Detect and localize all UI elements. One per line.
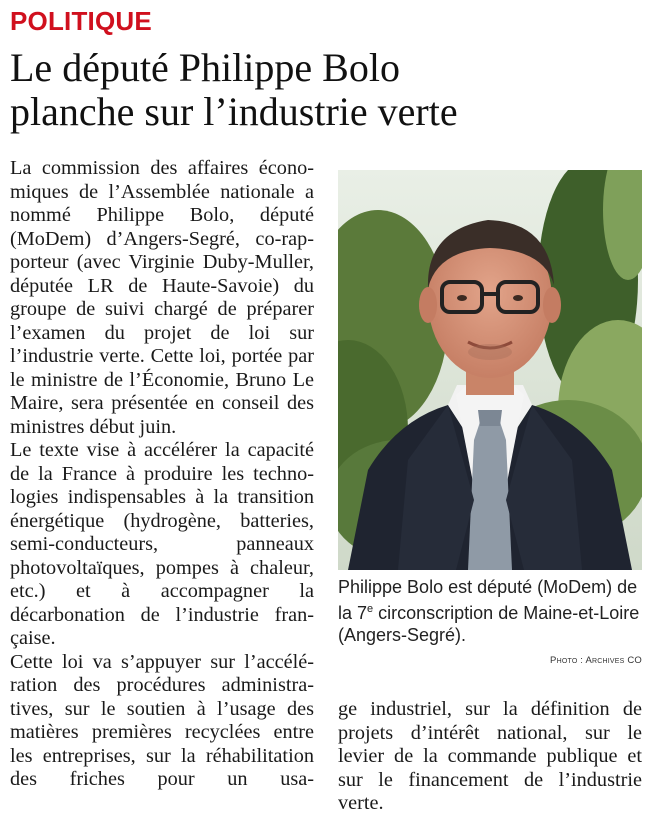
article-column-2 <box>338 698 642 816</box>
photo-credit: Photo : Archives CO <box>550 655 642 666</box>
section-rubric: POLITIQUE <box>10 6 152 36</box>
paragraph-3: Cette loi va s’appuyer sur l’accélération des procédures administratives, sur le soutien à l’usage des matières premières recyclées entre les entreprises, sur la réhabilitation des friches pour un usa- <box>10 650 314 790</box>
article-photo <box>338 170 642 570</box>
paragraph-1: La commission des affaires économiques de l’Assemblée nationale a nommé Philippe Bolo, député (MoDem) d’Angers-Segré, co-rapporteur (avec Virginie Duby-Muller, députée LR de Haute-Savoie) du groupe de suivi chargé de préparer l’examen du projet de loi sur l’industrie verte. Cette loi, portée par le ministre de l’Économie, Bruno Le Maire, sera présentée en conseil des ministres début juin. <box>10 157 314 438</box>
paragraph-3-continued: ge industriel, sur la définition de projets d’intérêt national, sur le levier de la commande publique et sur le financement de l’industrie verte. <box>338 698 642 814</box>
paragraph-2: Le texte vise à accélérer la capacité de la France à produire les technologies indispensables à la transition énergétique (hydrogène, batteries, semi-conducteurs, panneaux photovoltaïques, pompes à chaleur, etc.) et à accompagner la décarbonation de l’industrie française. <box>10 439 314 649</box>
headline <box>10 46 650 134</box>
article-column-1 <box>10 157 314 792</box>
headline-line-2: planche sur l’industrie verte <box>10 89 458 134</box>
portrait-photo-icon <box>338 170 642 570</box>
headline-line-1: Le député Philippe Bolo <box>10 45 400 90</box>
photo-caption: Philippe Bolo est député (MoDem) de la 7e circonscription de Maine-et-Loire (Angers-Segré). <box>338 577 640 645</box>
